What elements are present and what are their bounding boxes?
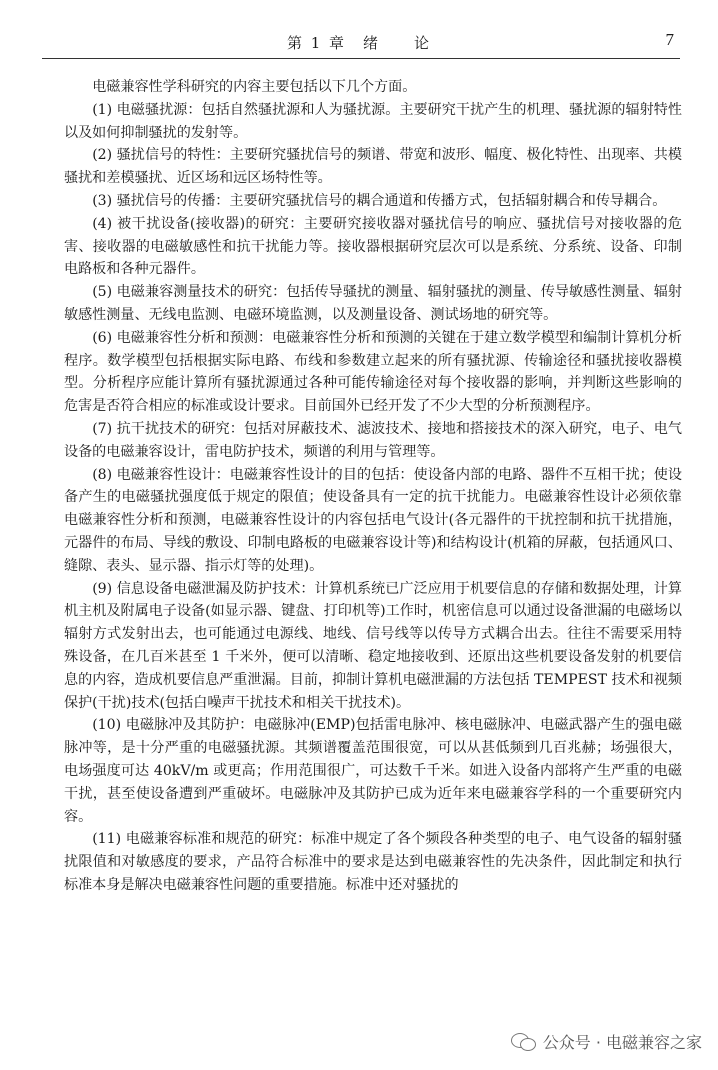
paragraph-item-1: (1) 电磁骚扰源：包括自然骚扰源和人为骚扰源。主要研究干扰产生的机理、骚扰源的辐射特性以及如何抑制骚扰的发射等。 — [64, 101, 682, 141]
paragraph-item-11: (11) 电磁兼容标准和规范的研究：标准中规定了各个频段各种类型的电子、电气设备的辐射骚扰限值和对敏感度的要求，产品符合标准中的要求是达到电磁兼容性的先决条件，因此制定和执行标准本身是解决电磁兼容性问题的重要措施。标准中还对骚扰的 — [64, 831, 682, 893]
page-number: 7 — [665, 30, 674, 49]
paragraph-item-2: (2) 骚扰信号的特性：主要研究骚扰信号的频谱、带宽和波形、幅度、极化特性、出现率、共模骚扰和差模骚扰、近区场和远区场特性等。 — [64, 147, 682, 187]
paragraph-item-5: (5) 电磁兼容测量技术的研究：包括传导骚扰的测量、辐射骚扰的测量、传导敏感性测量、辐射敏感性测量、无线电监测、电磁环境监测，以及测量设备、测试场地的研究等。 — [64, 284, 682, 323]
chapter-title: 第 1 章 绪 论 — [286, 34, 432, 52]
watermark-text: 公众号 · 电磁兼容之家 — [542, 1032, 702, 1052]
paragraph-item-9: (9) 信息设备电磁泄漏及防护技术：计算机系统已广泛应用于机要信息的存储和数据处理，计算机主机及附属电子设备(如显示器、键盘、打印机等)工作时，机密信息可以通过设备泄漏的电磁场以辐射方式发射出去，也可能通过电源线、地线、信号线等以传导方式耦合出去。往往不需要采用特殊设备，在几百米甚至 1 千米外，便可以清晰、稳定地接收到、还原出这些机要设备发射的机要信息的内容，造成机要信息严重泄漏。目前，抑制计算机电磁泄漏的方法包括 TEMPEST 技术和视频保护(干扰)技术(包括白噪声干扰技术和相关干扰技术)。 — [64, 580, 682, 711]
paragraph-item-7: (7) 抗干扰技术的研究：包括对屏蔽技术、滤波技术、接地和搭接技术的深入研究，电子、电气设备的电磁兼容设计，雷电防护技术，频谱的利用与管理等。 — [64, 420, 682, 460]
paragraph-item-4: (4) 被干扰设备(接收器)的研究：主要研究接收器对骚扰信号的响应、骚扰信号对接收器的危害、接收器的电磁敏感性和抗干扰能力等。接收器根据研究层次可以是系统、分系统、设备、印制电路板和各种元器件。 — [64, 215, 682, 278]
paragraph-item-8: (8) 电磁兼容性设计：电磁兼容性设计的目的包括：使设备内部的电路、器件不互相干扰；使设备产生的电磁骚扰强度低于规定的限值；使设备具有一定的抗干扰能力。电磁兼容性设计必须依靠电磁兼容性分析和预测，电磁兼容性设计的内容包括电气设计(各元器件的干扰控制和抗干扰措施，元器件的布局、导线的敷设、印制电路板的电磁兼容设计等)和结构设计(机箱的屏蔽，包括通风口、缝隙、表头、显示器、指示灯等的处理)。 — [64, 466, 682, 574]
header-divider — [42, 58, 680, 59]
body-text — [64, 76, 682, 897]
paragraph-item-10: (10) 电磁脉冲及其防护：电磁脉冲(EMP)包括雷电脉冲、核电磁脉冲、电磁武器产生的强电磁脉冲等，是十分严重的电磁骚扰源。其频谱覆盖范围很宽，可以从甚低频到几百兆赫；场强很大，电场强度可达 40kV/m 或更高；作用范围很广，可达数千千米。如进入设备内部将产生严重的电磁干扰，甚至使设备遭到严重破坏。电磁脉冲及其防护已成为近年来电磁兼容学科的一个重要研究内容。 — [64, 717, 682, 825]
paragraph-item-3: (3) 骚扰信号的传播：主要研究骚扰信号的耦合通道和传播方式，包括辐射耦合和传导耦合。 — [92, 192, 667, 209]
intro-paragraph: 电磁兼容性学科研究的内容主要包括以下几个方面。 — [92, 79, 417, 95]
paragraph-item-6: (6) 电磁兼容性分析和预测：电磁兼容性分析和预测的关键在于建立数学模型和编制计算机分析程序。数学模型包括根据实际电路、布线和参数建立起来的所有骚扰源、传输途径和骚扰接收器模型。分析程序应能计算所有骚扰源通过各种可能传输途径对每个接收器的影响，并判断这些影响的危害是否符合相应的标准或设计要求。目前国外已经开发了不少大型的分析预测程序。 — [64, 329, 682, 415]
wechat-icon — [511, 1031, 537, 1051]
page-header — [0, 0, 718, 62]
watermark — [511, 1026, 702, 1056]
